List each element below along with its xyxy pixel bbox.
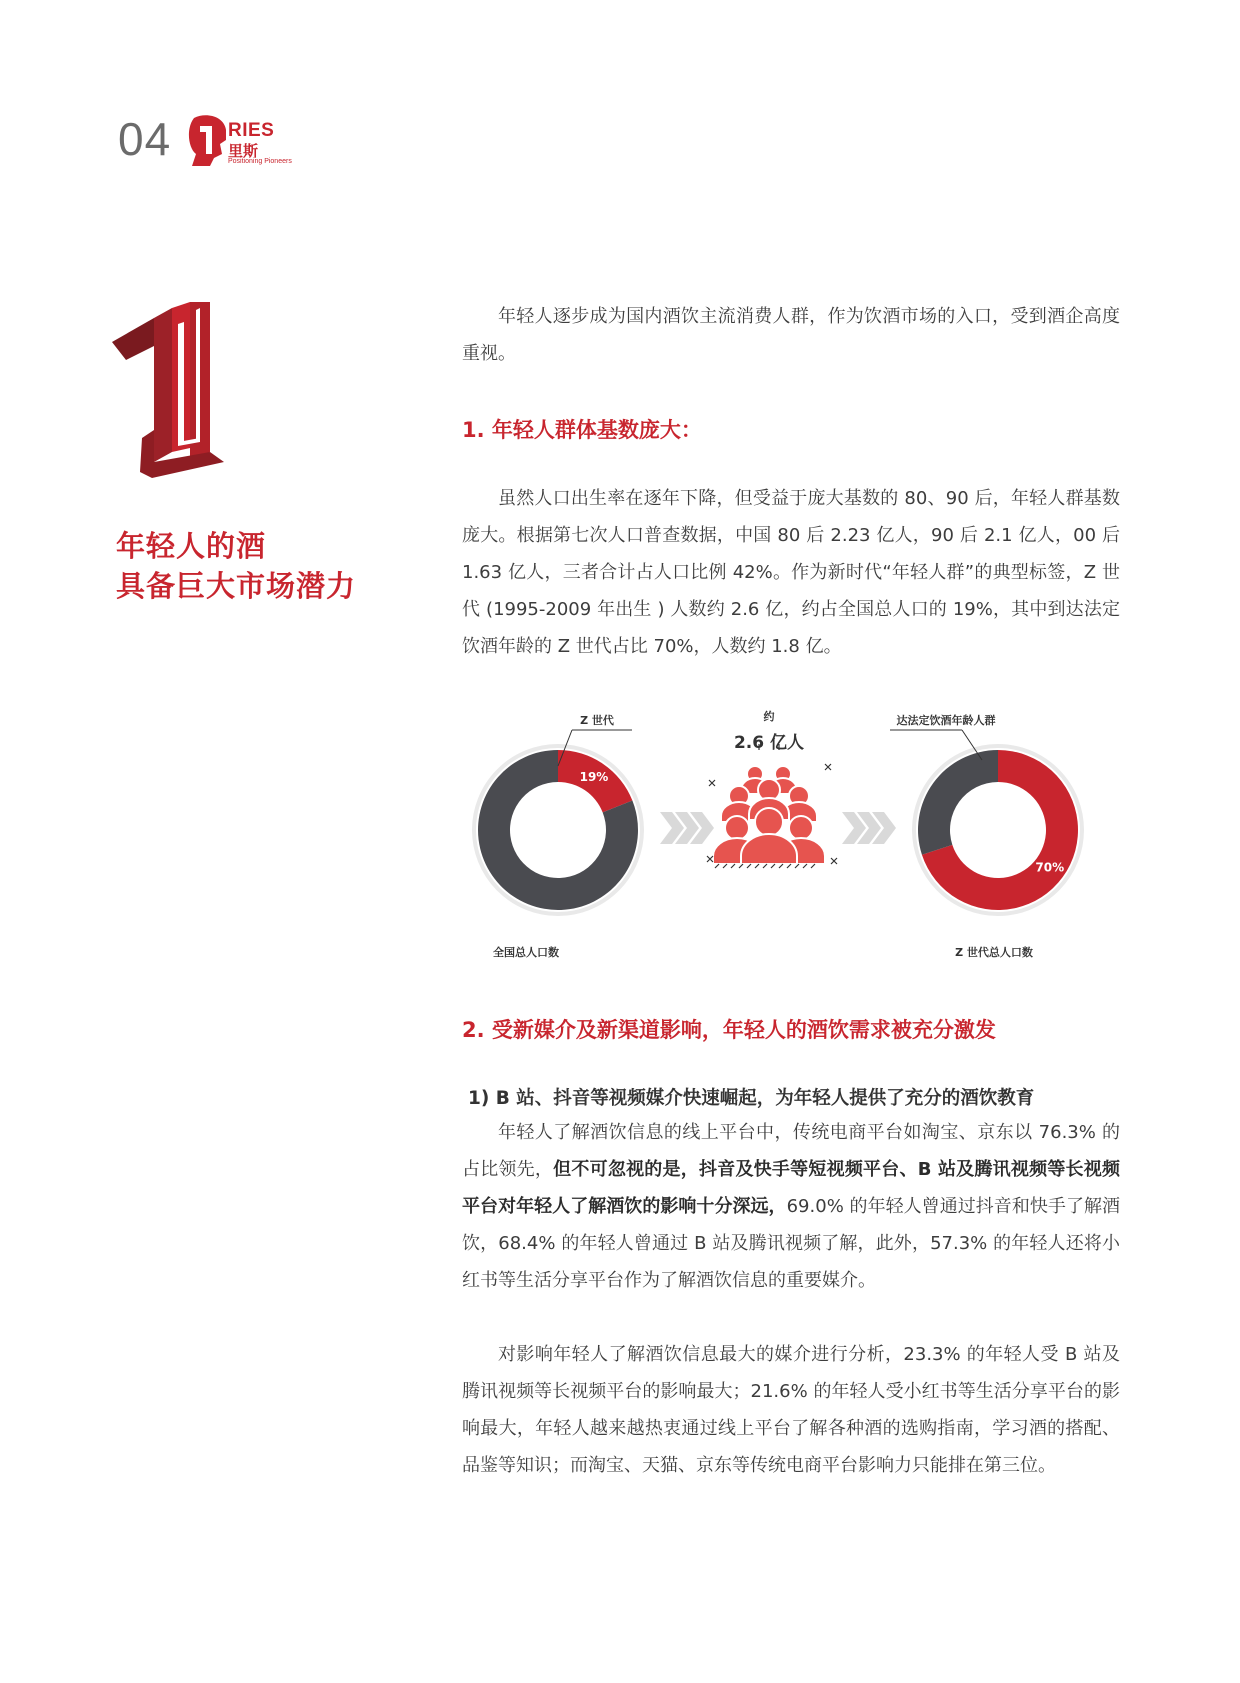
chapter-number-graphic [112, 302, 224, 482]
triple-chevron-icon-left [660, 812, 714, 844]
section2-subheading: 1) B 站、抖音等视频媒介快速崛起，为年轻人提供了充分的酒饮教育 [468, 1088, 1035, 1109]
page-number: 04 [118, 113, 172, 165]
intro-paragraph: 年轻人逐步成为国内酒饮主流消费人群，作为饮酒市场的入口，受到酒企高度重视。 [462, 306, 1120, 364]
triple-chevron-icon-right [842, 812, 896, 844]
chart-title-z-generation: Z 世代总人口数 [955, 946, 1033, 959]
p1-start: 年轻人了解酒饮信息的线上平台中，传统电商平台如淘宝、京东以 76.3% 的占比领先， [462, 1122, 1120, 1180]
annotation-z-generation: Z 世代 [580, 714, 614, 727]
donut-chart-z-generation [914, 746, 1082, 914]
population-infographic [462, 706, 1126, 972]
center-value: 2.6 亿人 [733, 733, 805, 753]
donut-chart-total-population [474, 746, 642, 914]
chapter-title-line2: 具备巨大市场潜力 [116, 569, 357, 603]
donut-right-slice-2 [918, 750, 998, 855]
chart-title-total-population: 全国总人口数 [493, 946, 559, 959]
section2-paragraph2: 对影响年轻人了解酒饮信息最大的媒介进行分析，23.3% 的年轻人受 B 站及腾讯视频等长视频平台的影响最大；21.6% 的年轻人受小红书等生活分享平台的影响最大，年轻人越来越热衷通过线上平台了解各种酒的选购指南，学习酒的搭配、品鉴等知识；而淘宝、天猫、京东等传统电商平台影响力只能排在第三位。 [462, 1344, 1120, 1476]
section2-heading: 2. 受新媒介及新渠道影响，年轻人的酒饮需求被充分激发 [462, 1018, 996, 1042]
logo-tagline: Positioning Pioneers [228, 158, 292, 165]
section2-paragraph1 [462, 1114, 1120, 1299]
section1-heading: 1. 年轻人群体基数庞大： [462, 418, 702, 442]
donut-right-slice-label: 70% [1035, 860, 1065, 875]
section1-paragraph: 虽然人口出生率在逐年下降，但受益于庞大基数的 80、90 后，年轻人群基数庞大。根据第七次人口普查数据，中国 80 后 2.23 亿人，90 后 2.1 亿人，00 后 1.63 亿人，三者合计占人口比例 42%。作为新时代“年轻人群”的典型标签，Z 世代 (1995-2009 年出生 ) 人数约 2.6 亿，约占全国总人口的 19%，其中到达法定饮酒年龄的 Z 世代占比 70%，人数约 1.8 亿。 [462, 488, 1120, 657]
chapter-title-line1: 年轻人的酒 [116, 529, 267, 563]
p1-bold: 但不可忽视的是，抖音及快手等短视频平台、B 站及腾讯视频等长视频平台对年轻人了解酒饮的影响十分深远， [462, 1159, 1121, 1217]
annotation-legal-drinking-age: 达法定饮酒年龄人群 [896, 714, 996, 727]
approx-label: 约 [763, 710, 775, 723]
logo-wordmark: RIES [228, 120, 275, 141]
logo-chinese-name: 里斯 [228, 142, 259, 160]
crowd-icon [707, 744, 837, 868]
p1-end: 69.0% 的年轻人曾通过抖音和快手了解酒饮，68.4% 的年轻人曾通过 B 站及腾讯视频了解，此外，57.3% 的年轻人还将小红书等生活分享平台作为了解酒饮信息的重要媒介。 [462, 1196, 1121, 1291]
donut-left-slice-label: 19% [579, 770, 609, 785]
